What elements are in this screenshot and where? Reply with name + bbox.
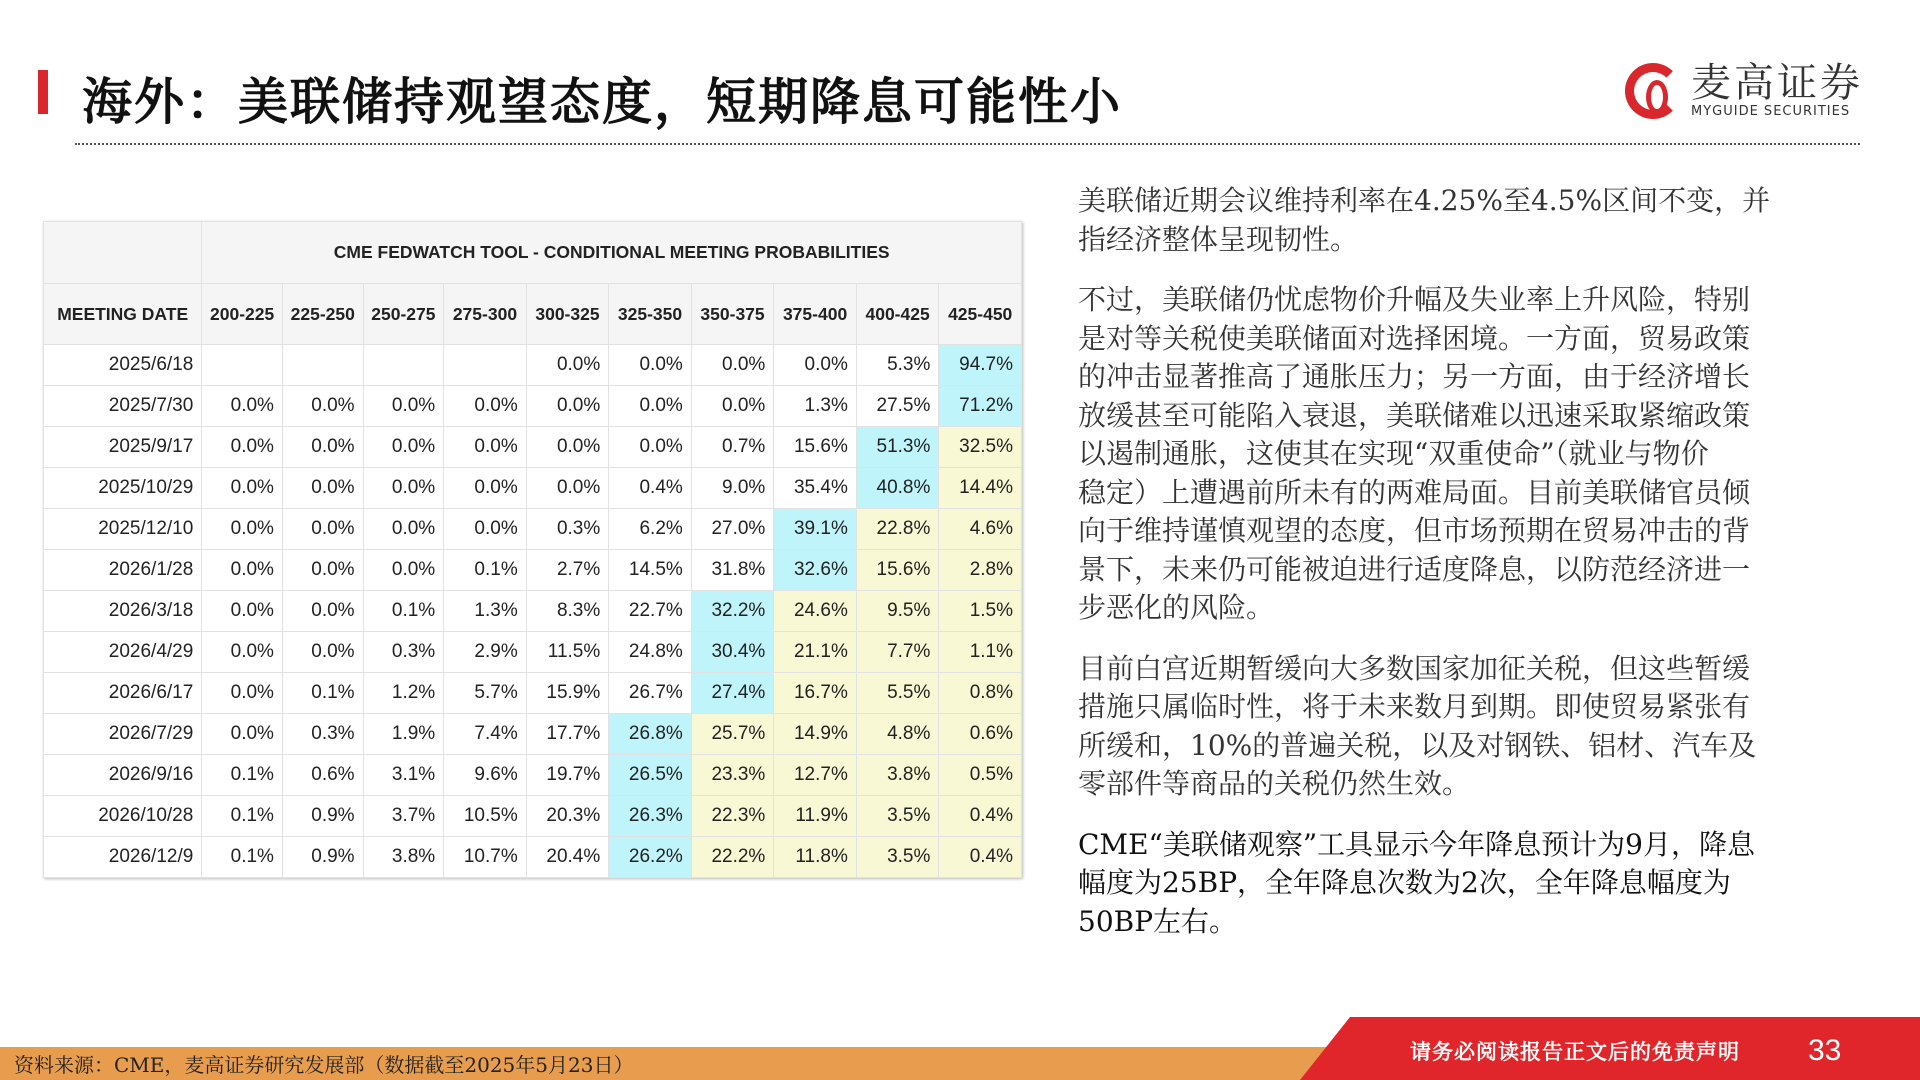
- probability-cell: 2.8%: [939, 550, 1022, 591]
- probability-cell: 4.6%: [939, 509, 1022, 550]
- paragraph: [1078, 182, 1868, 259]
- probability-cell: 0.0%: [202, 673, 283, 714]
- probability-cell: 32.6%: [774, 550, 857, 591]
- probability-cell: 16.7%: [774, 673, 857, 714]
- meeting-date: 2026/4/29: [44, 632, 202, 673]
- paragraph: [1078, 650, 1868, 804]
- probability-cell: 23.3%: [691, 755, 774, 796]
- probability-cell: 9.0%: [691, 468, 774, 509]
- probability-cell: 1.2%: [363, 673, 444, 714]
- probability-cell: 19.7%: [526, 755, 609, 796]
- column-header: 400-425: [856, 284, 939, 345]
- table-title: CME FEDWATCH TOOL - CONDITIONAL MEETING PROBABILITIES: [202, 222, 1022, 284]
- paragraph-line: 放缓甚至可能陷入衰退，美联储难以迅速采取紧缩政策: [1078, 398, 1751, 432]
- probability-cell: 17.7%: [526, 714, 609, 755]
- probability-cell: 5.3%: [856, 345, 939, 386]
- paragraph-line: 美联储近期会议维持利率在4.25%至4.5%区间不变，并: [1078, 184, 1771, 217]
- probability-cell: 15.6%: [774, 427, 857, 468]
- probability-cell: 0.0%: [691, 386, 774, 427]
- probability-cell: 0.0%: [609, 345, 692, 386]
- paragraph-line: 步恶化的风险。: [1078, 591, 1275, 624]
- probability-cell: 0.0%: [282, 632, 363, 673]
- probability-cell: 22.2%: [691, 837, 774, 878]
- probability-cell: 2.9%: [444, 632, 527, 673]
- probability-cell: 15.9%: [526, 673, 609, 714]
- table-row: [44, 345, 1022, 386]
- meeting-date: 2026/3/18: [44, 591, 202, 632]
- probability-cell: 26.2%: [609, 837, 692, 878]
- paragraph-line: 措施只属临时性，将于未来数月到期。即使贸易紧张有: [1078, 690, 1751, 723]
- column-header: 425-450: [939, 284, 1022, 345]
- probability-cell: 0.0%: [444, 427, 527, 468]
- paragraph-line: CME“美联储观察”工具显示今年降息预计为9月，降息: [1078, 827, 1755, 861]
- title-accent-bar: [38, 70, 48, 114]
- table-row: [44, 550, 1022, 591]
- paragraph-line: 零部件等商品的关税仍然生效。: [1078, 767, 1471, 800]
- probability-cell: 14.4%: [939, 468, 1022, 509]
- meeting-date: 2026/1/28: [44, 550, 202, 591]
- probability-cell: 51.3%: [856, 427, 939, 468]
- probability-cell: 32.2%: [691, 591, 774, 632]
- probability-cell: 0.0%: [202, 632, 283, 673]
- disclaimer-link[interactable]: 请务必阅读报告正文后的免责声明: [1410, 1039, 1740, 1064]
- probability-cell: 9.6%: [444, 755, 527, 796]
- probability-cell: 0.1%: [202, 796, 283, 837]
- column-header: 350-375: [691, 284, 774, 345]
- probability-cell: 10.7%: [444, 837, 527, 878]
- probability-cell: 1.3%: [774, 386, 857, 427]
- paragraph: [1078, 281, 1868, 628]
- table-row: [44, 591, 1022, 632]
- probability-cell: 8.3%: [526, 591, 609, 632]
- meeting-date: 2026/10/28: [44, 796, 202, 837]
- probability-cell: 0.1%: [444, 550, 527, 591]
- probability-cell: 0.0%: [363, 468, 444, 509]
- table-row: [44, 714, 1022, 755]
- paragraph-line: 所缓和，10%的普遍关税，以及对钢铁、铝材、汽车及: [1078, 728, 1757, 762]
- probability-cell: 27.4%: [691, 673, 774, 714]
- probability-cell: 1.9%: [363, 714, 444, 755]
- paragraph-line: 指经济整体呈现韧性。: [1078, 222, 1359, 256]
- table-row: [44, 386, 1022, 427]
- probability-cell: 2.7%: [526, 550, 609, 591]
- probability-cell: 22.8%: [856, 509, 939, 550]
- probability-cell: 20.4%: [526, 837, 609, 878]
- probability-cell: 10.5%: [444, 796, 527, 837]
- probability-cell: 0.1%: [202, 755, 283, 796]
- probability-cell: 26.3%: [609, 796, 692, 837]
- meeting-date: 2026/9/16: [44, 755, 202, 796]
- column-header: 325-350: [609, 284, 692, 345]
- column-header: 225-250: [282, 284, 363, 345]
- probability-cell: 1.5%: [939, 591, 1022, 632]
- probability-cell: 71.2%: [939, 386, 1022, 427]
- table-row: [44, 468, 1022, 509]
- probability-cell: 11.5%: [526, 632, 609, 673]
- probability-cell: 0.0%: [202, 427, 283, 468]
- probability-cell: 0.4%: [939, 796, 1022, 837]
- probability-cell: 0.8%: [939, 673, 1022, 714]
- probability-cell: 0.0%: [363, 509, 444, 550]
- page-number: 33: [1808, 1034, 1842, 1067]
- probability-cell: 21.1%: [774, 632, 857, 673]
- logo-en: MYGUIDE SECURITIES: [1691, 104, 1851, 119]
- table-row: [44, 632, 1022, 673]
- probability-cell: 3.5%: [856, 837, 939, 878]
- paragraph-line: 是对等关税使美联储面对选择困境。一方面，贸易政策: [1078, 321, 1751, 355]
- paragraph-line: 幅度为25BP，全年降息次数为2次，全年降息幅度为: [1078, 866, 1731, 899]
- probability-cell: 39.1%: [774, 509, 857, 550]
- probability-cell: 0.4%: [939, 837, 1022, 878]
- probability-cell: 26.5%: [609, 755, 692, 796]
- probability-cell: 15.6%: [856, 550, 939, 591]
- source-note: 资料来源：CME，麦高证券研究发展部（数据截至2025年5月23日）: [14, 1053, 634, 1077]
- meeting-date: 2026/6/17: [44, 673, 202, 714]
- table-row: [44, 796, 1022, 837]
- probability-cell: 0.0%: [774, 345, 857, 386]
- probability-cell: 0.0%: [282, 591, 363, 632]
- probability-cell: 0.0%: [363, 550, 444, 591]
- probability-cell: 25.7%: [691, 714, 774, 755]
- probability-cell: 11.9%: [774, 796, 857, 837]
- probability-cell: 0.0%: [282, 468, 363, 509]
- table-row: [44, 427, 1022, 468]
- probability-cell: 3.8%: [856, 755, 939, 796]
- probability-cell: 0.0%: [363, 386, 444, 427]
- probability-cell: 7.7%: [856, 632, 939, 673]
- probability-cell: 27.0%: [691, 509, 774, 550]
- probability-cell: 0.1%: [363, 591, 444, 632]
- probability-cell: 27.5%: [856, 386, 939, 427]
- probability-cell: 0.4%: [609, 468, 692, 509]
- probability-cell: 12.7%: [774, 755, 857, 796]
- probability-cell: 14.9%: [774, 714, 857, 755]
- meeting-date: 2026/7/29: [44, 714, 202, 755]
- probability-cell: 5.7%: [444, 673, 527, 714]
- meeting-date: 2025/10/29: [44, 468, 202, 509]
- corner-cell: [44, 222, 202, 284]
- probability-cell: 0.3%: [282, 714, 363, 755]
- probability-cell: 0.0%: [202, 509, 283, 550]
- probability-cell: 3.7%: [363, 796, 444, 837]
- paragraph-line: 以遏制通胀，这使其在实现“双重使命”（就业与物价: [1078, 437, 1709, 470]
- probability-cell: 7.4%: [444, 714, 527, 755]
- probability-cell: 0.0%: [202, 550, 283, 591]
- meeting-date: 2026/12/9: [44, 837, 202, 878]
- column-header: 300-325: [526, 284, 609, 345]
- column-header: 375-400: [774, 284, 857, 345]
- logo-icon: [1625, 63, 1681, 119]
- probability-cell: 32.5%: [939, 427, 1022, 468]
- probability-cell: 3.1%: [363, 755, 444, 796]
- probability-cell: 0.0%: [282, 550, 363, 591]
- table-row: [44, 673, 1022, 714]
- probability-cell: 0.1%: [202, 837, 283, 878]
- probability-cell: [444, 345, 527, 386]
- paragraph-line: 向于维持谨慎观望的态度，但市场预期在贸易冲击的背: [1078, 514, 1751, 547]
- probability-cell: 30.4%: [691, 632, 774, 673]
- probability-cell: 0.0%: [526, 427, 609, 468]
- probability-cell: 1.1%: [939, 632, 1022, 673]
- probability-cell: 0.0%: [363, 427, 444, 468]
- paragraph-line: 稳定）上遭遇前所未有的两难局面。目前美联储官员倾: [1078, 475, 1751, 509]
- table-row: [44, 837, 1022, 878]
- probability-cell: [202, 345, 283, 386]
- probability-cell: 0.0%: [444, 509, 527, 550]
- probability-cell: 0.0%: [609, 386, 692, 427]
- table-row: [44, 509, 1022, 550]
- probability-cell: 0.0%: [609, 427, 692, 468]
- probability-cell: 22.7%: [609, 591, 692, 632]
- probability-cell: 0.0%: [202, 591, 283, 632]
- probability-cell: 0.0%: [282, 386, 363, 427]
- probability-cell: 0.0%: [282, 509, 363, 550]
- probability-cell: 6.2%: [609, 509, 692, 550]
- table-row: [44, 755, 1022, 796]
- probability-cell: 0.1%: [282, 673, 363, 714]
- probability-cell: 26.7%: [609, 673, 692, 714]
- probability-cell: 3.5%: [856, 796, 939, 837]
- meeting-date: 2025/6/18: [44, 345, 202, 386]
- paragraph: [1078, 826, 1868, 942]
- probability-cell: 0.0%: [444, 468, 527, 509]
- column-header: 275-300: [444, 284, 527, 345]
- logo-cn: 麦高证券: [1691, 60, 1863, 106]
- probability-cell: 0.3%: [526, 509, 609, 550]
- paragraph-line: 的冲击显著推高了通胀压力；另一方面，由于经济增长: [1078, 360, 1751, 393]
- probability-cell: 20.3%: [526, 796, 609, 837]
- title-divider: [75, 143, 1860, 145]
- probability-cell: 3.8%: [363, 837, 444, 878]
- probability-cell: 0.0%: [282, 427, 363, 468]
- probability-cell: 0.6%: [282, 755, 363, 796]
- probability-cell: 0.3%: [363, 632, 444, 673]
- paragraph-line: 50BP左右。: [1078, 904, 1238, 938]
- probability-cell: 0.0%: [691, 345, 774, 386]
- probability-cell: 1.3%: [444, 591, 527, 632]
- paragraph-line: 景下，未来仍可能被迫进行适度降息，以防范经济进一: [1078, 552, 1751, 586]
- probability-cell: 4.8%: [856, 714, 939, 755]
- probability-cell: 24.6%: [774, 591, 857, 632]
- meeting-date: 2025/9/17: [44, 427, 202, 468]
- probability-cell: 0.5%: [939, 755, 1022, 796]
- probability-cell: 0.9%: [282, 796, 363, 837]
- probability-cell: 24.8%: [609, 632, 692, 673]
- probability-cell: 0.0%: [202, 714, 283, 755]
- probability-cell: 0.0%: [444, 386, 527, 427]
- probability-cell: [282, 345, 363, 386]
- probability-cell: 14.5%: [609, 550, 692, 591]
- probability-cell: [363, 345, 444, 386]
- commentary: [1078, 182, 1868, 963]
- probability-cell: 0.0%: [202, 386, 283, 427]
- probability-cell: 5.5%: [856, 673, 939, 714]
- probability-cell: 0.9%: [282, 837, 363, 878]
- probability-cell: 0.0%: [526, 468, 609, 509]
- company-logo: [1625, 62, 1863, 119]
- fedwatch-probability-table: [43, 221, 1022, 878]
- probability-cell: 40.8%: [856, 468, 939, 509]
- probability-cell: 26.8%: [609, 714, 692, 755]
- meeting-date: 2025/7/30: [44, 386, 202, 427]
- probability-cell: 22.3%: [691, 796, 774, 837]
- meeting-date: 2025/12/10: [44, 509, 202, 550]
- probability-cell: 0.7%: [691, 427, 774, 468]
- column-header: 250-275: [363, 284, 444, 345]
- probability-cell: 0.6%: [939, 714, 1022, 755]
- column-header: 200-225: [202, 284, 283, 345]
- probability-cell: 9.5%: [856, 591, 939, 632]
- probability-cell: 31.8%: [691, 550, 774, 591]
- column-header: MEETING DATE: [44, 284, 202, 345]
- probability-cell: 11.8%: [774, 837, 857, 878]
- probability-cell: 0.0%: [526, 386, 609, 427]
- paragraph-line: 不过，美联储仍忧虑物价升幅及失业率上升风险，特别: [1078, 283, 1751, 316]
- paragraph-line: 目前白宫近期暂缓向大多数国家加征关税，但这些暂缓: [1078, 651, 1751, 685]
- probability-cell: 35.4%: [774, 468, 857, 509]
- probability-cell: 94.7%: [939, 345, 1022, 386]
- page-title: 海外：美联储持观望态度，短期降息可能性小: [82, 72, 1122, 131]
- probability-cell: 0.0%: [202, 468, 283, 509]
- probability-cell: 0.0%: [526, 345, 609, 386]
